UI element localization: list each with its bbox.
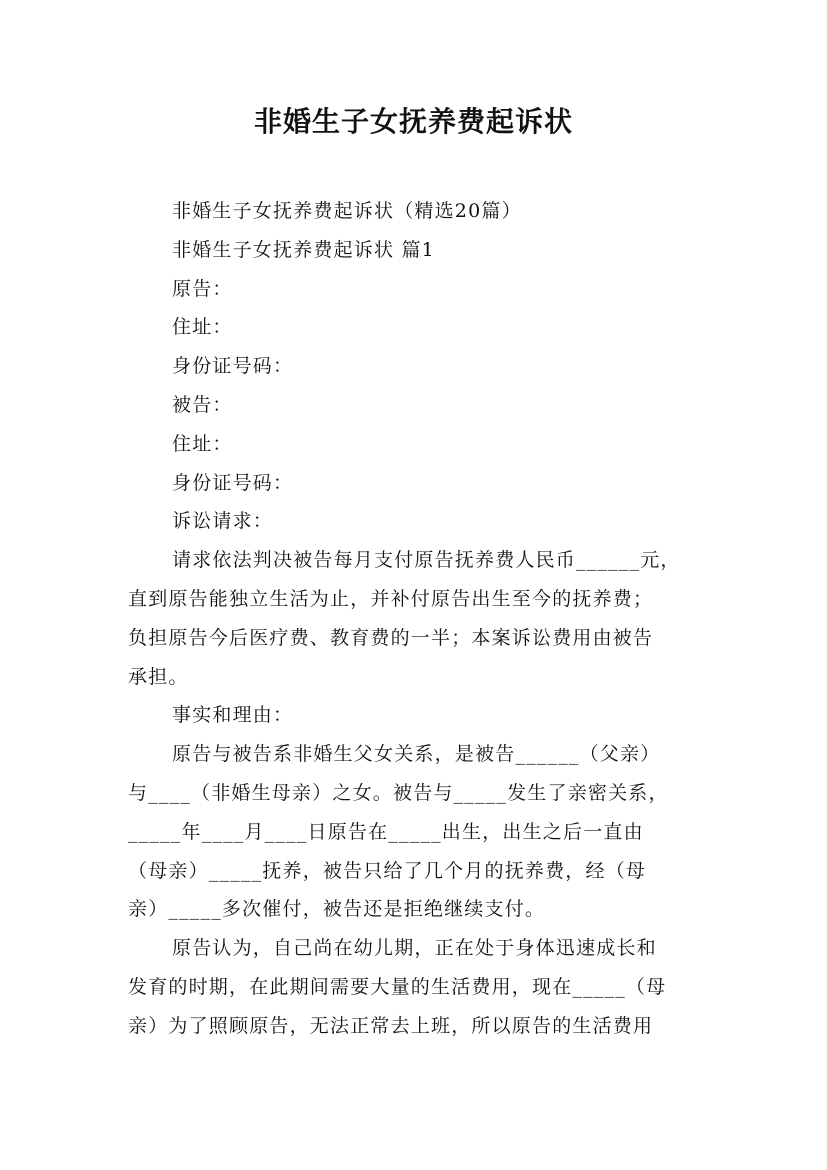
reason-line: 发育的时期，在此期间需要大量的生活费用，现在_____（母 [128, 975, 667, 998]
plaintiff-address-label: 住址： [172, 316, 233, 339]
defendant-id-label: 身份证号码： [172, 471, 294, 494]
section-heading: 非婚生子女抚养费起诉状 篇1 [172, 238, 435, 261]
facts-line: 与____（非婚生母亲）之女。被告与_____发生了亲密关系， [128, 781, 669, 804]
document-title: 非婚生子女抚养费起诉状 [253, 105, 573, 138]
defendant-label: 被告： [172, 393, 233, 416]
document-body [128, 192, 716, 1046]
facts-line: 亲）_____多次催付，被告还是拒绝继续支付。 [128, 898, 546, 921]
facts-line: _____年____月____日原告在_____出生，出生之后一直由 [128, 820, 644, 843]
claims-heading: 诉讼请求： [172, 510, 274, 533]
claim-line: 直到原告能独立生活为止，并补付原告出生至今的抚养费； [128, 587, 654, 610]
subtitle-line: 非婚生子女抚养费起诉状（精选20篇） [172, 200, 522, 222]
reason-line: 亲）为了照顾原告，无法正常去上班，所以原告的生活费用 [128, 1014, 654, 1037]
claim-line: 请求依法判决被告每月支付原告抚养费人民币______元， [172, 549, 681, 572]
claim-line: 负担原告今后医疗费、教育费的一半；本案诉讼费用由被告 [128, 626, 654, 649]
plaintiff-id-label: 身份证号码： [172, 355, 294, 378]
reason-line: 原告认为，自己尚在幼儿期，正在处于身体迅速成长和 [172, 937, 657, 960]
facts-heading: 事实和理由： [172, 704, 294, 727]
facts-line: 原告与被告系非婚生父女关系，是被告______（父亲） [172, 743, 661, 766]
plaintiff-label: 原告： [172, 277, 233, 300]
facts-line: （母亲）_____抚养，被告只给了几个月的抚养费，经（母 [128, 859, 647, 882]
claim-line: 承担。 [128, 665, 189, 688]
defendant-address-label: 住址： [172, 432, 233, 455]
